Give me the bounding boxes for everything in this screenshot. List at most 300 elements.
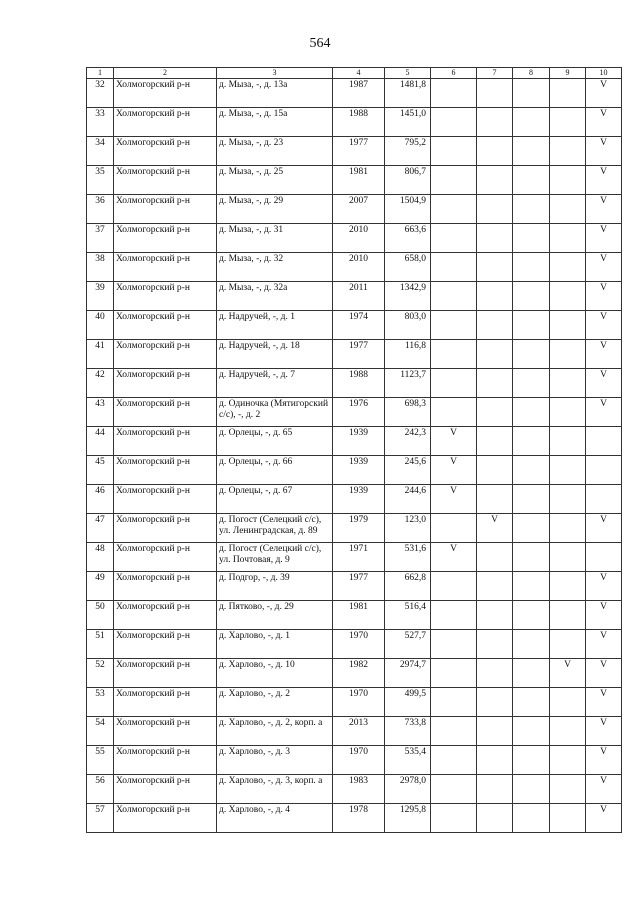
table-row bbox=[87, 485, 622, 514]
column-header: 3 bbox=[217, 68, 333, 79]
mark-col6 bbox=[431, 224, 477, 253]
district-cell: Холмогорский р-н bbox=[114, 630, 217, 659]
year-cell: 1939 bbox=[333, 456, 385, 485]
area-cell: 499,5 bbox=[385, 688, 431, 717]
district-cell: Холмогорский р-н bbox=[114, 572, 217, 601]
mark-col10: V bbox=[586, 746, 622, 775]
mark-col6 bbox=[431, 659, 477, 688]
row-number: 47 bbox=[87, 514, 114, 543]
mark-col6 bbox=[431, 137, 477, 166]
district-cell: Холмогорский р-н bbox=[114, 79, 217, 108]
mark-col10: V bbox=[586, 340, 622, 369]
year-cell: 2010 bbox=[333, 253, 385, 282]
column-header: 6 bbox=[431, 68, 477, 79]
row-number: 52 bbox=[87, 659, 114, 688]
address-cell: д. Подгор, -, д. 39 bbox=[217, 572, 333, 601]
row-number: 43 bbox=[87, 398, 114, 427]
mark-col8 bbox=[513, 369, 550, 398]
table-row bbox=[87, 601, 622, 630]
table-row bbox=[87, 630, 622, 659]
mark-col7 bbox=[477, 775, 513, 804]
area-cell: 516,4 bbox=[385, 601, 431, 630]
district-cell: Холмогорский р-н bbox=[114, 514, 217, 543]
area-cell: 242,3 bbox=[385, 427, 431, 456]
mark-col7 bbox=[477, 746, 513, 775]
row-number: 39 bbox=[87, 282, 114, 311]
district-cell: Холмогорский р-н bbox=[114, 166, 217, 195]
address-cell: д. Харлово, -, д. 3 bbox=[217, 746, 333, 775]
mark-col6: V bbox=[431, 456, 477, 485]
year-cell: 2010 bbox=[333, 224, 385, 253]
mark-col9 bbox=[550, 456, 586, 485]
mark-col7 bbox=[477, 369, 513, 398]
column-header: 1 bbox=[87, 68, 114, 79]
mark-col10: V bbox=[586, 137, 622, 166]
mark-col7 bbox=[477, 340, 513, 369]
mark-col7 bbox=[477, 659, 513, 688]
mark-col6 bbox=[431, 717, 477, 746]
mark-col8 bbox=[513, 224, 550, 253]
mark-col10: V bbox=[586, 398, 622, 427]
district-cell: Холмогорский р-н bbox=[114, 253, 217, 282]
mark-col10: V bbox=[586, 311, 622, 340]
address-cell: д. Харлово, -, д. 3, корп. а bbox=[217, 775, 333, 804]
area-cell: 535,4 bbox=[385, 746, 431, 775]
address-cell: д. Орлецы, -, д. 67 bbox=[217, 485, 333, 514]
area-cell: 1295,8 bbox=[385, 804, 431, 833]
mark-col7 bbox=[477, 166, 513, 195]
table-row bbox=[87, 688, 622, 717]
mark-col7 bbox=[477, 601, 513, 630]
row-number: 56 bbox=[87, 775, 114, 804]
mark-col10: V bbox=[586, 630, 622, 659]
district-cell: Холмогорский р-н bbox=[114, 775, 217, 804]
address-cell: д. Мыза, -, д. 32а bbox=[217, 282, 333, 311]
mark-col10: V bbox=[586, 688, 622, 717]
mark-col8 bbox=[513, 601, 550, 630]
row-number: 34 bbox=[87, 137, 114, 166]
mark-col9 bbox=[550, 572, 586, 601]
mark-col9 bbox=[550, 630, 586, 659]
address-cell: д. Харлово, -, д. 4 bbox=[217, 804, 333, 833]
mark-col10: V bbox=[586, 659, 622, 688]
mark-col6 bbox=[431, 79, 477, 108]
address-cell: д. Орлецы, -, д. 65 bbox=[217, 427, 333, 456]
row-number: 41 bbox=[87, 340, 114, 369]
mark-col6 bbox=[431, 195, 477, 224]
area-cell: 803,0 bbox=[385, 311, 431, 340]
mark-col6 bbox=[431, 688, 477, 717]
mark-col9 bbox=[550, 688, 586, 717]
page-number: 564 bbox=[309, 36, 331, 51]
mark-col10: V bbox=[586, 195, 622, 224]
row-number: 57 bbox=[87, 804, 114, 833]
mark-col8 bbox=[513, 514, 550, 543]
mark-col9 bbox=[550, 775, 586, 804]
year-cell: 1974 bbox=[333, 311, 385, 340]
table-row bbox=[87, 224, 622, 253]
mark-col7 bbox=[477, 108, 513, 137]
area-cell: 123,0 bbox=[385, 514, 431, 543]
area-cell: 663,6 bbox=[385, 224, 431, 253]
address-cell: д. Мыза, -, д. 29 bbox=[217, 195, 333, 224]
table-row bbox=[87, 253, 622, 282]
mark-col8 bbox=[513, 195, 550, 224]
mark-col10 bbox=[586, 427, 622, 456]
mark-col6 bbox=[431, 253, 477, 282]
row-number: 51 bbox=[87, 630, 114, 659]
mark-col7 bbox=[477, 717, 513, 746]
mark-col8 bbox=[513, 775, 550, 804]
mark-col7 bbox=[477, 137, 513, 166]
table-row bbox=[87, 775, 622, 804]
mark-col8 bbox=[513, 543, 550, 572]
mark-col9 bbox=[550, 108, 586, 137]
row-number: 35 bbox=[87, 166, 114, 195]
mark-col8 bbox=[513, 456, 550, 485]
year-cell: 2007 bbox=[333, 195, 385, 224]
table-row bbox=[87, 195, 622, 224]
table-row bbox=[87, 79, 622, 108]
address-cell: д. Мыза, -, д. 13а bbox=[217, 79, 333, 108]
year-cell: 2013 bbox=[333, 717, 385, 746]
row-number: 44 bbox=[87, 427, 114, 456]
area-cell: 662,8 bbox=[385, 572, 431, 601]
mark-col10: V bbox=[586, 369, 622, 398]
area-cell: 116,8 bbox=[385, 340, 431, 369]
table-row bbox=[87, 659, 622, 688]
district-cell: Холмогорский р-н bbox=[114, 398, 217, 427]
row-number: 48 bbox=[87, 543, 114, 572]
district-cell: Холмогорский р-н bbox=[114, 717, 217, 746]
address-cell: д. Одиночка (Мятигорский с/с), -, д. 2 bbox=[217, 398, 333, 427]
mark-col10: V bbox=[586, 514, 622, 543]
district-cell: Холмогорский р-н bbox=[114, 804, 217, 833]
district-cell: Холмогорский р-н bbox=[114, 485, 217, 514]
mark-col7 bbox=[477, 543, 513, 572]
mark-col10: V bbox=[586, 224, 622, 253]
mark-col6 bbox=[431, 630, 477, 659]
mark-col9 bbox=[550, 514, 586, 543]
address-cell: д. Погост (Селецкий с/с), ул. Почтовая, д. 9 bbox=[217, 543, 333, 572]
mark-col8 bbox=[513, 166, 550, 195]
register-table bbox=[86, 67, 622, 833]
mark-col8 bbox=[513, 717, 550, 746]
table-row bbox=[87, 108, 622, 137]
column-header: 2 bbox=[114, 68, 217, 79]
area-cell: 2974,7 bbox=[385, 659, 431, 688]
mark-col9 bbox=[550, 340, 586, 369]
address-cell: д. Орлецы, -, д. 66 bbox=[217, 456, 333, 485]
mark-col9 bbox=[550, 195, 586, 224]
column-header: 8 bbox=[513, 68, 550, 79]
mark-col7 bbox=[477, 195, 513, 224]
mark-col6 bbox=[431, 340, 477, 369]
address-cell: д. Надручей, -, д. 18 bbox=[217, 340, 333, 369]
area-cell: 244,6 bbox=[385, 485, 431, 514]
mark-col8 bbox=[513, 253, 550, 282]
mark-col10 bbox=[586, 543, 622, 572]
row-number: 53 bbox=[87, 688, 114, 717]
area-cell: 2978,0 bbox=[385, 775, 431, 804]
mark-col9: V bbox=[550, 659, 586, 688]
address-cell: д. Надручей, -, д. 1 bbox=[217, 311, 333, 340]
area-cell: 733,8 bbox=[385, 717, 431, 746]
address-cell: д. Харлово, -, д. 2 bbox=[217, 688, 333, 717]
mark-col7 bbox=[477, 253, 513, 282]
mark-col9 bbox=[550, 543, 586, 572]
year-cell: 1988 bbox=[333, 108, 385, 137]
table-row bbox=[87, 456, 622, 485]
mark-col6: V bbox=[431, 427, 477, 456]
year-cell: 1976 bbox=[333, 398, 385, 427]
mark-col7 bbox=[477, 804, 513, 833]
mark-col7 bbox=[477, 427, 513, 456]
district-cell: Холмогорский р-н bbox=[114, 456, 217, 485]
table-row bbox=[87, 746, 622, 775]
mark-col10: V bbox=[586, 282, 622, 311]
mark-col7 bbox=[477, 224, 513, 253]
mark-col9 bbox=[550, 369, 586, 398]
mark-col6 bbox=[431, 572, 477, 601]
row-number: 42 bbox=[87, 369, 114, 398]
area-cell: 1451,0 bbox=[385, 108, 431, 137]
address-cell: д. Мыза, -, д. 31 bbox=[217, 224, 333, 253]
column-header: 9 bbox=[550, 68, 586, 79]
mark-col7 bbox=[477, 456, 513, 485]
mark-col6 bbox=[431, 746, 477, 775]
area-cell: 1504,9 bbox=[385, 195, 431, 224]
mark-col9 bbox=[550, 746, 586, 775]
mark-col8 bbox=[513, 311, 550, 340]
mark-col8 bbox=[513, 659, 550, 688]
district-cell: Холмогорский р-н bbox=[114, 311, 217, 340]
mark-col9 bbox=[550, 79, 586, 108]
table-row bbox=[87, 398, 622, 427]
year-cell: 1982 bbox=[333, 659, 385, 688]
year-cell: 1981 bbox=[333, 166, 385, 195]
table-row bbox=[87, 137, 622, 166]
mark-col9 bbox=[550, 717, 586, 746]
address-cell: д. Харлово, -, д. 2, корп. а bbox=[217, 717, 333, 746]
mark-col10: V bbox=[586, 717, 622, 746]
mark-col9 bbox=[550, 804, 586, 833]
year-cell: 1977 bbox=[333, 137, 385, 166]
mark-col6 bbox=[431, 775, 477, 804]
mark-col6 bbox=[431, 108, 477, 137]
mark-col9 bbox=[550, 166, 586, 195]
district-cell: Холмогорский р-н bbox=[114, 340, 217, 369]
address-cell: д. Надручей, -, д. 7 bbox=[217, 369, 333, 398]
mark-col8 bbox=[513, 630, 550, 659]
mark-col7 bbox=[477, 485, 513, 514]
mark-col8 bbox=[513, 398, 550, 427]
mark-col8 bbox=[513, 108, 550, 137]
mark-col6 bbox=[431, 166, 477, 195]
district-cell: Холмогорский р-н bbox=[114, 369, 217, 398]
district-cell: Холмогорский р-н bbox=[114, 137, 217, 166]
table-row bbox=[87, 311, 622, 340]
mark-col7 bbox=[477, 311, 513, 340]
mark-col7 bbox=[477, 572, 513, 601]
row-number: 49 bbox=[87, 572, 114, 601]
district-cell: Холмогорский р-н bbox=[114, 601, 217, 630]
row-number: 32 bbox=[87, 79, 114, 108]
mark-col9 bbox=[550, 311, 586, 340]
row-number: 50 bbox=[87, 601, 114, 630]
area-cell: 658,0 bbox=[385, 253, 431, 282]
mark-col6 bbox=[431, 282, 477, 311]
mark-col6: V bbox=[431, 485, 477, 514]
mark-col10: V bbox=[586, 804, 622, 833]
row-number: 54 bbox=[87, 717, 114, 746]
mark-col6 bbox=[431, 601, 477, 630]
year-cell: 1970 bbox=[333, 746, 385, 775]
mark-col8 bbox=[513, 804, 550, 833]
area-cell: 1481,8 bbox=[385, 79, 431, 108]
address-cell: д. Мыза, -, д. 15а bbox=[217, 108, 333, 137]
mark-col10: V bbox=[586, 108, 622, 137]
column-header: 5 bbox=[385, 68, 431, 79]
district-cell: Холмогорский р-н bbox=[114, 427, 217, 456]
district-cell: Холмогорский р-н bbox=[114, 108, 217, 137]
table-row bbox=[87, 514, 622, 543]
row-number: 55 bbox=[87, 746, 114, 775]
mark-col6 bbox=[431, 398, 477, 427]
mark-col9 bbox=[550, 485, 586, 514]
area-cell: 1342,9 bbox=[385, 282, 431, 311]
year-cell: 1978 bbox=[333, 804, 385, 833]
area-cell: 531,6 bbox=[385, 543, 431, 572]
mark-col6 bbox=[431, 514, 477, 543]
table-row bbox=[87, 166, 622, 195]
year-cell: 2011 bbox=[333, 282, 385, 311]
mark-col8 bbox=[513, 137, 550, 166]
mark-col9 bbox=[550, 398, 586, 427]
mark-col8 bbox=[513, 79, 550, 108]
district-cell: Холмогорский р-н bbox=[114, 282, 217, 311]
district-cell: Холмогорский р-н bbox=[114, 659, 217, 688]
year-cell: 1939 bbox=[333, 485, 385, 514]
year-cell: 1970 bbox=[333, 630, 385, 659]
row-number: 40 bbox=[87, 311, 114, 340]
year-cell: 1977 bbox=[333, 340, 385, 369]
year-cell: 1970 bbox=[333, 688, 385, 717]
year-cell: 1981 bbox=[333, 601, 385, 630]
year-cell: 1983 bbox=[333, 775, 385, 804]
area-cell: 1123,7 bbox=[385, 369, 431, 398]
mark-col7 bbox=[477, 398, 513, 427]
mark-col8 bbox=[513, 688, 550, 717]
mark-col6: V bbox=[431, 543, 477, 572]
mark-col10 bbox=[586, 485, 622, 514]
address-cell: д. Харлово, -, д. 10 bbox=[217, 659, 333, 688]
mark-col6 bbox=[431, 804, 477, 833]
mark-col7 bbox=[477, 79, 513, 108]
mark-col7: V bbox=[477, 514, 513, 543]
mark-col10: V bbox=[586, 166, 622, 195]
address-cell: д. Погост (Селецкий с/с), ул. Ленинградская, д. 89 bbox=[217, 514, 333, 543]
area-cell: 698,3 bbox=[385, 398, 431, 427]
area-cell: 527,7 bbox=[385, 630, 431, 659]
mark-col8 bbox=[513, 485, 550, 514]
year-cell: 1988 bbox=[333, 369, 385, 398]
column-header: 10 bbox=[586, 68, 622, 79]
year-cell: 1939 bbox=[333, 427, 385, 456]
mark-col9 bbox=[550, 282, 586, 311]
row-number: 46 bbox=[87, 485, 114, 514]
column-number-row bbox=[87, 68, 622, 79]
mark-col9 bbox=[550, 427, 586, 456]
mark-col10: V bbox=[586, 79, 622, 108]
mark-col7 bbox=[477, 282, 513, 311]
mark-col9 bbox=[550, 224, 586, 253]
district-cell: Холмогорский р-н bbox=[114, 224, 217, 253]
mark-col8 bbox=[513, 282, 550, 311]
mark-col6 bbox=[431, 369, 477, 398]
mark-col8 bbox=[513, 572, 550, 601]
mark-col7 bbox=[477, 688, 513, 717]
row-number: 36 bbox=[87, 195, 114, 224]
mark-col7 bbox=[477, 630, 513, 659]
area-cell: 245,6 bbox=[385, 456, 431, 485]
mark-col8 bbox=[513, 340, 550, 369]
district-cell: Холмогорский р-н bbox=[114, 195, 217, 224]
district-cell: Холмогорский р-н bbox=[114, 543, 217, 572]
column-header: 7 bbox=[477, 68, 513, 79]
mark-col10: V bbox=[586, 572, 622, 601]
table-row bbox=[87, 572, 622, 601]
table-row bbox=[87, 804, 622, 833]
mark-col10 bbox=[586, 456, 622, 485]
table-row bbox=[87, 369, 622, 398]
table-row bbox=[87, 427, 622, 456]
mark-col9 bbox=[550, 253, 586, 282]
mark-col8 bbox=[513, 746, 550, 775]
table-row bbox=[87, 543, 622, 572]
table-row bbox=[87, 717, 622, 746]
district-cell: Холмогорский р-н bbox=[114, 746, 217, 775]
mark-col9 bbox=[550, 601, 586, 630]
year-cell: 1987 bbox=[333, 79, 385, 108]
row-number: 45 bbox=[87, 456, 114, 485]
table-row bbox=[87, 282, 622, 311]
table-row bbox=[87, 340, 622, 369]
column-header: 4 bbox=[333, 68, 385, 79]
mark-col8 bbox=[513, 427, 550, 456]
row-number: 38 bbox=[87, 253, 114, 282]
area-cell: 795,2 bbox=[385, 137, 431, 166]
address-cell: д. Пятково, -, д. 29 bbox=[217, 601, 333, 630]
mark-col9 bbox=[550, 137, 586, 166]
mark-col10: V bbox=[586, 601, 622, 630]
district-cell: Холмогорский р-н bbox=[114, 688, 217, 717]
mark-col10: V bbox=[586, 253, 622, 282]
address-cell: д. Харлово, -, д. 1 bbox=[217, 630, 333, 659]
row-number: 37 bbox=[87, 224, 114, 253]
table-body bbox=[87, 79, 622, 833]
mark-col10: V bbox=[586, 775, 622, 804]
address-cell: д. Мыза, -, д. 32 bbox=[217, 253, 333, 282]
address-cell: д. Мыза, -, д. 25 bbox=[217, 166, 333, 195]
area-cell: 806,7 bbox=[385, 166, 431, 195]
year-cell: 1979 bbox=[333, 514, 385, 543]
mark-col6 bbox=[431, 311, 477, 340]
year-cell: 1977 bbox=[333, 572, 385, 601]
row-number: 33 bbox=[87, 108, 114, 137]
year-cell: 1971 bbox=[333, 543, 385, 572]
address-cell: д. Мыза, -, д. 23 bbox=[217, 137, 333, 166]
